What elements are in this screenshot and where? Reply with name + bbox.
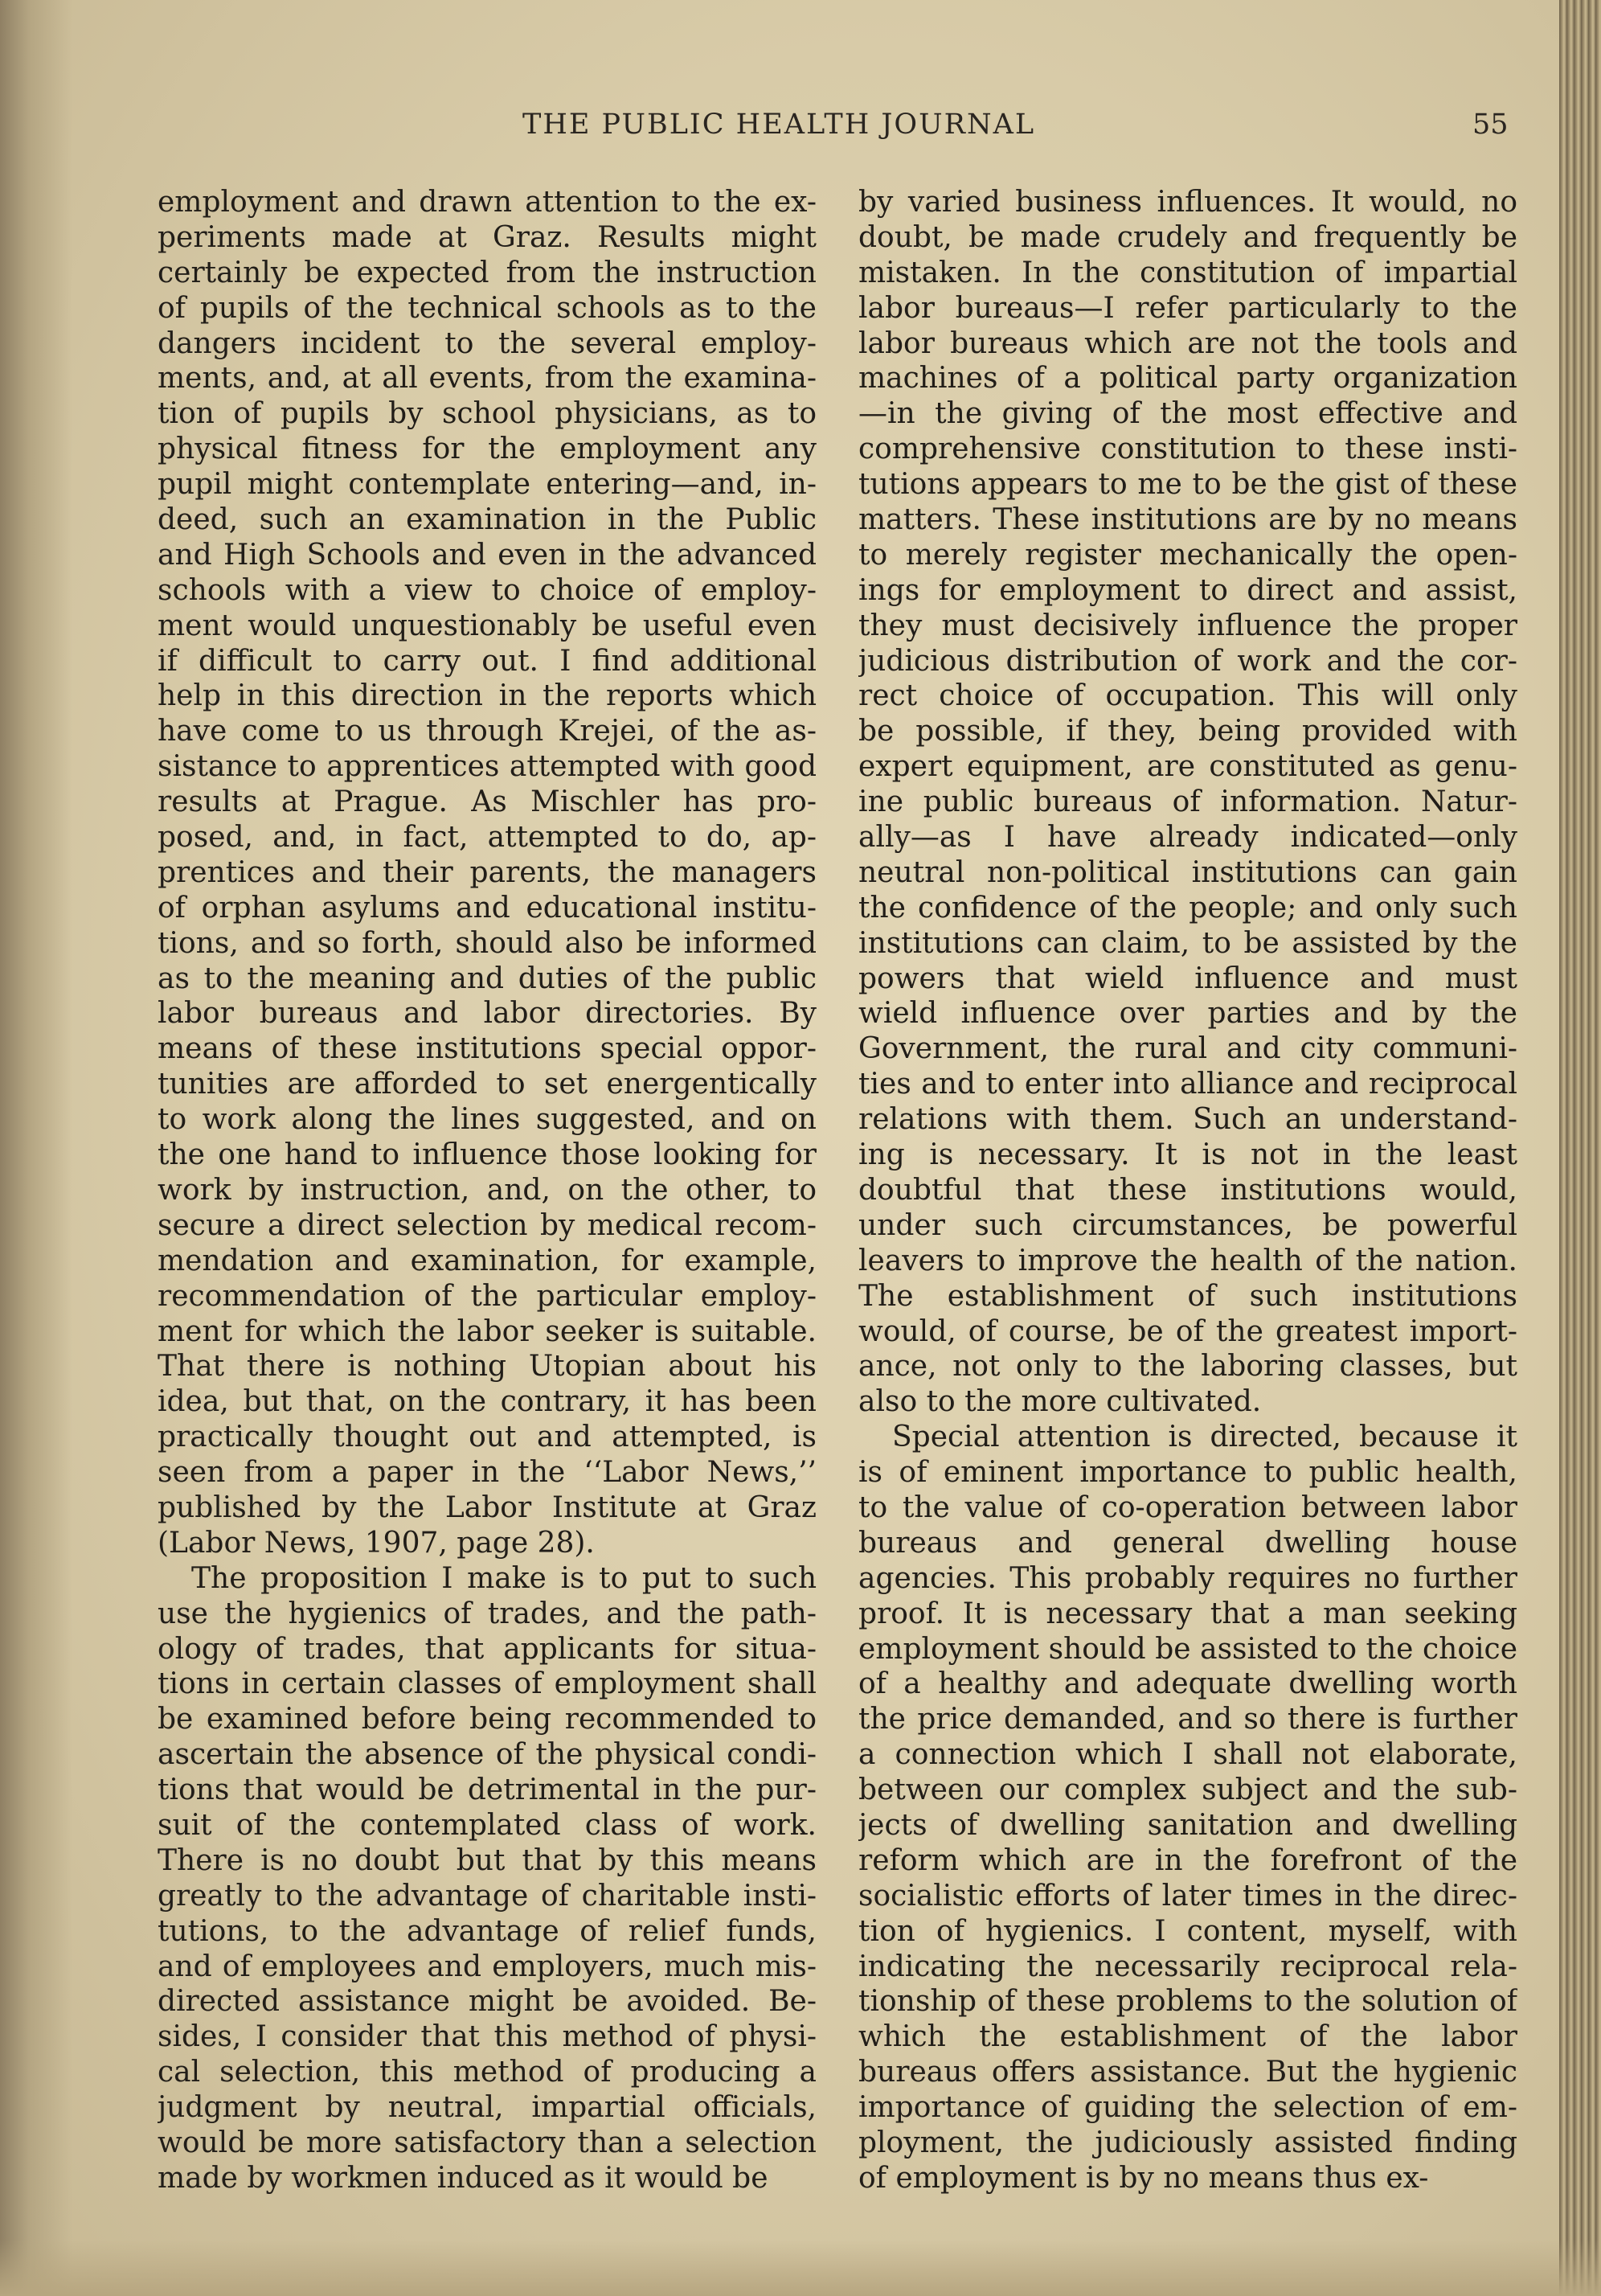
text-line: tions in certain classes of employment shall: [158, 1667, 817, 1701]
text-line: which the establishment of the labor: [858, 2020, 1517, 2054]
text-line: tutions, to the advantage of relief funds,: [158, 1914, 817, 1948]
text-line: to merely register mechanically the open-: [858, 538, 1517, 572]
text-line: comprehensive constitution to these insti-: [858, 433, 1517, 466]
text-line: practically thought out and attempted, is: [158, 1421, 817, 1454]
text-line: employment should be assisted to the choice: [858, 1632, 1517, 1666]
text-line: between our complex subject and the sub-: [858, 1773, 1517, 1807]
text-line: The establishment of such institutions: [858, 1279, 1517, 1313]
text-line: agencies. This probably requires no further: [858, 1561, 1517, 1595]
text-line: institutions can claim, to be assisted by the: [858, 926, 1517, 960]
text-line: deed, such an examination in the Public: [158, 503, 817, 537]
text-line: a connection which I shall not elaborate,: [858, 1738, 1517, 1772]
text-line: help in this direction in the reports which: [158, 679, 817, 713]
text-line: ology of trades, that applicants for situa-: [158, 1632, 817, 1666]
text-line: would be more satisfactory than a selection: [158, 2126, 817, 2159]
text-line: leavers to improve the health of the nation.: [858, 1244, 1517, 1277]
text-line: of employment is by no means thus ex-: [858, 2161, 1429, 2195]
text-line: the confidence of the people; and only such: [858, 891, 1517, 925]
text-line: rect choice of occupation. This will only: [858, 679, 1517, 713]
page-edge: [1559, 0, 1601, 2296]
text-line: machines of a political party organization: [858, 362, 1517, 396]
text-line: cal selection, this method of producing a: [158, 2056, 817, 2089]
text-line: schools with a view to choice of employ-: [158, 573, 817, 607]
text-line: indicating the necessarily reciprocal rela-: [858, 1950, 1517, 1983]
text-line: proof. It is necessary that a man seeking: [858, 1597, 1517, 1630]
text-line: ing is necessary. It is not in the least: [858, 1138, 1517, 1172]
text-line: sides, I consider that this method of physi-: [158, 2020, 817, 2054]
running-title: THE PUBLIC HEALTH JOURNAL: [522, 109, 1036, 141]
text-line: as to the meaning and duties of the public: [158, 961, 817, 995]
text-line: ine public bureaus of information. Natur-: [858, 785, 1517, 819]
text-line: bureaus and general dwelling house: [858, 1526, 1517, 1560]
text-line: importance of guiding the selection of em-: [858, 2091, 1517, 2125]
text-line: judgment by neutral, impartial officials,: [158, 2091, 817, 2125]
text-line: they must decisively influence the proper: [858, 609, 1517, 642]
text-line: suit of the contemplated class of work.: [158, 1808, 817, 1842]
text-line: tion of pupils by school physicians, as to: [158, 397, 817, 431]
text-line: to the value of co-operation between labor: [858, 1490, 1517, 1524]
text-line: ployment, the judiciously assisted finding: [858, 2126, 1517, 2159]
text-line: under such circumstances, be powerful: [858, 1208, 1517, 1242]
text-line: be possible, if they, being provided with: [858, 715, 1517, 748]
text-line: powers that wield influence and must: [858, 961, 1517, 995]
text-line: —in the giving of the most effective and: [858, 397, 1517, 431]
text-line: ment would unquestionably be useful even: [158, 609, 817, 642]
text-line: mistaken. In the constitution of impartial: [858, 256, 1517, 289]
text-line: greatly to the advantage of charitable insti-: [158, 1879, 817, 1913]
text-line: means of these institutions special oppor-: [158, 1032, 817, 1066]
text-line: labor bureaus which are not the tools and: [858, 326, 1517, 360]
text-line: labor bureaus and labor directories. By: [158, 997, 817, 1031]
page-number: 55: [1472, 109, 1509, 141]
text-line: prentices and their parents, the managers: [158, 855, 817, 889]
text-line: of a healthy and adequate dwelling worth: [858, 1667, 1517, 1701]
text-line: neutral non-political institutions can gain: [858, 855, 1517, 889]
gutter-shadow: [0, 0, 72, 2296]
text-line: use the hygienics of trades, and the path-: [158, 1597, 817, 1630]
text-line: tion of hygienics. I content, myself, with: [858, 1914, 1517, 1948]
text-line: seen from a paper in the ‘‘Labor News,’’: [158, 1456, 817, 1490]
text-line: ment for which the labor seeker is suitable.: [158, 1314, 817, 1348]
text-line: doubtful that these institutions would,: [858, 1173, 1517, 1207]
text-line: The proposition I make is to put to such: [191, 1561, 817, 1595]
text-line: recommendation of the particular employ-: [158, 1279, 817, 1313]
text-line: expert equipment, are constituted as genu-: [858, 750, 1517, 784]
text-line: ings for employment to direct and assist,: [858, 573, 1517, 607]
text-line: physical fitness for the employment any: [158, 433, 817, 466]
text-line: made by workmen induced as it would be: [158, 2161, 768, 2195]
text-line: if difficult to carry out. I find additional: [158, 644, 817, 678]
text-line: is of eminent importance to public health,: [858, 1456, 1517, 1490]
text-line: have come to us through Krejei, of the as-: [158, 715, 817, 748]
text-line: also to the more cultivated.: [858, 1385, 1262, 1419]
text-line: results at Prague. As Mischler has pro-: [158, 785, 817, 819]
text-line: ments, and, at all events, from the examina-: [158, 362, 817, 396]
text-line: certainly be expected from the instruction: [158, 256, 817, 289]
text-line: tionship of these problems to the solution of: [858, 1985, 1517, 2019]
text-line: work by instruction, and, on the other, to: [158, 1173, 817, 1207]
text-line: the price demanded, and so there is further: [858, 1703, 1517, 1736]
text-line: pupil might contemplate entering—and, in-: [158, 468, 817, 502]
text-line: Government, the rural and city communi-: [858, 1032, 1517, 1066]
text-line: judicious distribution of work and the cor-: [858, 644, 1517, 678]
text-line: socialistic efforts of later times in the direc-: [858, 1879, 1517, 1913]
text-line: labor bureaus—I refer particularly to the: [858, 291, 1517, 325]
text-line: secure a direct selection by medical recom-: [158, 1208, 817, 1242]
text-line: would, of course, be of the greatest import-: [858, 1314, 1517, 1348]
text-line: ance, not only to the laboring classes, but: [858, 1350, 1517, 1384]
left-text-column: [158, 185, 817, 2196]
text-line: jects of dwelling sanitation and dwelling: [858, 1808, 1517, 1842]
text-line: There is no doubt but that by this means: [158, 1843, 817, 1877]
text-line: published by the Labor Institute at Graz: [158, 1490, 817, 1524]
text-line: tions, and so forth, should also be informed: [158, 926, 817, 960]
text-line: tutions appears to me to be the gist of these: [858, 468, 1517, 502]
text-line: be examined before being recommended to: [158, 1703, 817, 1736]
text-line: reform which are in the forefront of the: [858, 1843, 1517, 1877]
text-line: doubt, be made crudely and frequently be: [858, 220, 1517, 254]
text-line: to work along the lines suggested, and on: [158, 1103, 817, 1137]
text-line: of orphan asylums and educational institu-: [158, 891, 817, 925]
text-line: tions that would be detrimental in the pur-: [158, 1773, 817, 1807]
text-line: wield influence over parties and by the: [858, 997, 1517, 1031]
right-text-column: [858, 185, 1517, 2196]
text-line: and High Schools and even in the advanced: [158, 538, 817, 572]
text-line: relations with them. Such an understand-: [858, 1103, 1517, 1137]
text-line: ties and to enter into alliance and reciprocal: [858, 1068, 1517, 1101]
text-line: ally—as I have already indicated—only: [858, 821, 1517, 855]
text-line: bureaus offers assistance. But the hygienic: [858, 2056, 1517, 2089]
text-line: Special attention is directed, because it: [892, 1421, 1517, 1454]
text-line: matters. These institutions are by no means: [858, 503, 1517, 537]
text-line: dangers incident to the several employ-: [158, 326, 817, 360]
text-line: the one hand to influence those looking for: [158, 1138, 817, 1172]
text-line: tunities are afforded to set energentically: [158, 1068, 817, 1101]
text-line: employment and drawn attention to the ex-: [158, 186, 817, 219]
text-line: That there is nothing Utopian about his: [158, 1350, 817, 1384]
text-line: idea, but that, on the contrary, it has been: [158, 1385, 817, 1419]
text-line: and of employees and employers, much mis-: [158, 1950, 817, 1983]
text-line: sistance to apprentices attempted with good: [158, 750, 817, 784]
text-line: directed assistance might be avoided. Be-: [158, 1985, 817, 2019]
text-line: mendation and examination, for example,: [158, 1244, 817, 1277]
text-line: ascertain the absence of the physical condi-: [158, 1738, 817, 1772]
text-line: by varied business influences. It would, no: [858, 186, 1517, 219]
text-line: posed, and, in fact, attempted to do, ap-: [158, 821, 817, 855]
text-line: (Labor News, 1907, page 28).: [158, 1526, 595, 1560]
bottom-shade: [0, 2240, 1601, 2296]
text-line: periments made at Graz. Results might: [158, 220, 817, 254]
text-line: of pupils of the technical schools as to the: [158, 291, 817, 325]
